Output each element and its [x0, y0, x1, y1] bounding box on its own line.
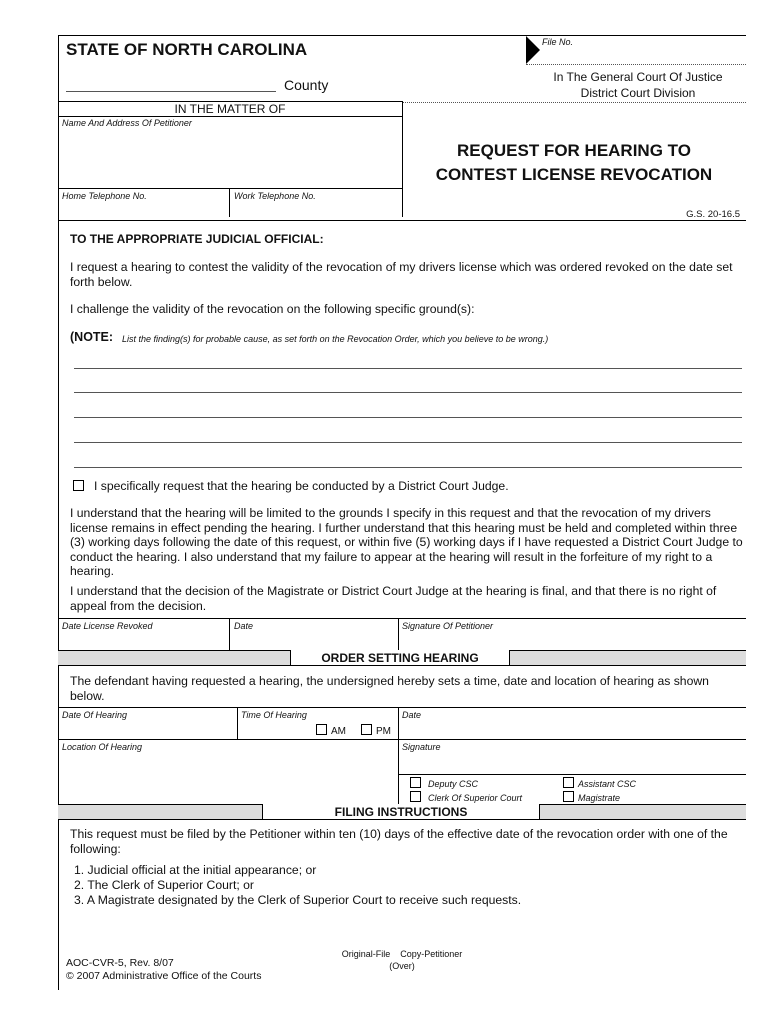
clerk-superior-checkbox[interactable] [410, 791, 421, 802]
hearing-row-divider-1 [237, 707, 238, 739]
ground-line-1[interactable] [74, 368, 742, 369]
filing-item-3: 3. A Magistrate designated by the Clerk of Superior Court to receive such requests. [74, 893, 522, 907]
file-no-line [526, 64, 746, 65]
order-text: The defendant having requested a hearing, the undersigned hereby sets a time, date and location of hearing as shown below. [70, 674, 709, 703]
petitioner-signature-label: Signature Of Petitioner [402, 621, 494, 631]
district-judge-checkbox-label: I specifically request that the hearing be conducted by a District Court Judge. [94, 479, 509, 493]
top-border [58, 35, 746, 36]
hearing-row-top [58, 707, 746, 708]
petition-date-label: Date [234, 621, 254, 631]
request-paragraph: I request a hearing to contest the validity of the revocation of my drivers license which was ordered revoked on the date set forth below. [70, 260, 733, 289]
signature-row-divider-2 [398, 618, 399, 650]
form-title-line2: CONTEST LICENSE REVOCATION [435, 165, 713, 184]
court-line2: District Court Division [580, 86, 696, 100]
copy-distribution: Original-File Copy-Petitioner [341, 949, 463, 959]
signature-row-divider-1 [229, 618, 230, 650]
phone-top-line [58, 188, 402, 189]
petition-date-field[interactable] [231, 633, 396, 648]
left-border [58, 35, 59, 990]
ground-line-3[interactable] [74, 417, 742, 418]
time-of-hearing-label: Time Of Hearing [241, 710, 307, 720]
form-title-line1: REQUEST FOR HEARING TO [457, 141, 691, 160]
over-note: (Over) [389, 961, 415, 971]
signature-row-top [58, 618, 746, 619]
state-title: STATE OF NORTH CAROLINA [66, 40, 308, 59]
assistant-csc-label: Assistant CSC [578, 779, 637, 789]
official-title-top [398, 774, 746, 775]
name-address-label: Name And Address Of Petitioner [62, 118, 192, 128]
home-phone-label: Home Telephone No. [62, 191, 147, 201]
court-bottom-line [402, 102, 746, 103]
filing-heading-bottom [58, 819, 746, 820]
date-of-hearing-label: Date Of Hearing [62, 710, 128, 720]
matter-bottom-line [58, 116, 402, 117]
order-signature-label: Signature [402, 742, 441, 752]
county-input-line[interactable] [66, 91, 276, 92]
magistrate-label: Magistrate [578, 793, 621, 803]
salutation: TO THE APPROPRIATE JUDICIAL OFFICIAL: [70, 232, 324, 246]
ground-line-5[interactable] [74, 467, 742, 468]
filing-text: This request must be filed by the Petitioner within ten (10) days of the effective date of the revocation order with one of the following: [70, 827, 728, 856]
form-number: AOC-CVR-5, Rev. 8/07 [66, 957, 174, 969]
copyright: © 2007 Administrative Office of the Courts [66, 970, 262, 982]
work-phone-field[interactable] [231, 202, 399, 216]
note-text: List the finding(s) for probable cause, as set forth on the Revocation Order, which you believe to be wrong.) [122, 334, 549, 344]
file-no-label: File No. [542, 37, 574, 47]
filing-heading: FILING INSTRUCTIONS [334, 805, 468, 819]
location-row-top [58, 739, 746, 740]
order-signature-field[interactable] [400, 754, 744, 772]
understanding-paragraph: I understand that the hearing will be limited to the grounds I specify in this request and that the revocation of my drivers license remains in effect pending the hearing. I further understand that this hearing must be held and completed within three (3) working days following the date of this request, or within five (5) working days if I have requested a District Court Judge to conduct the hearing. I also understand that my failure to appear at the hearing will result in the forfeiture of my right to a hearing. [70, 506, 743, 579]
name-address-field[interactable] [60, 130, 400, 186]
assistant-csc-checkbox[interactable] [563, 777, 574, 788]
date-revoked-field[interactable] [60, 633, 226, 648]
clerk-superior-label: Clerk Of Superior Court [428, 793, 523, 803]
filing-item-1: 1. Judicial official at the initial appearance; or [74, 863, 317, 877]
location-of-hearing-field[interactable] [60, 754, 396, 802]
county-label: County [284, 77, 329, 93]
decision-paragraph: I understand that the decision of the Magistrate or District Court Judge at the hearing is final, and that there is no right of appeal from the decision. [70, 584, 717, 613]
order-heading-bottom [58, 665, 746, 666]
date-of-hearing-field[interactable] [60, 722, 235, 737]
ground-line-4[interactable] [74, 442, 742, 443]
am-checkbox[interactable] [316, 724, 327, 735]
court-line1: In The General Court Of Justice [553, 70, 723, 84]
am-label: AM [331, 726, 346, 737]
deputy-csc-label: Deputy CSC [428, 779, 479, 789]
work-phone-label: Work Telephone No. [234, 191, 316, 201]
phone-divider [229, 188, 230, 217]
magistrate-checkbox[interactable] [563, 791, 574, 802]
date-revoked-label: Date License Revoked [62, 621, 153, 631]
petitioner-signature-field[interactable] [400, 633, 744, 648]
location-of-hearing-label: Location Of Hearing [62, 742, 143, 752]
order-heading: ORDER SETTING HEARING [321, 651, 479, 665]
ground-line-2[interactable] [74, 392, 742, 393]
file-no-marker-icon [526, 36, 540, 64]
challenge-paragraph: I challenge the validity of the revocation on the following specific ground(s): [70, 302, 475, 316]
district-judge-checkbox[interactable] [73, 480, 84, 491]
pm-label: PM [376, 726, 391, 737]
home-phone-field[interactable] [60, 202, 226, 216]
order-date-label: Date [402, 710, 422, 720]
filing-item-2: 2. The Clerk of Superior Court; or [74, 878, 254, 892]
deputy-csc-checkbox[interactable] [410, 777, 421, 788]
in-the-matter-label: IN THE MATTER OF [174, 102, 286, 116]
header-bottom-line [58, 220, 746, 221]
statute-reference: G.S. 20-16.5 [686, 209, 740, 220]
hearing-row-divider-2 [398, 707, 399, 804]
order-date-field[interactable] [400, 722, 744, 737]
pm-checkbox[interactable] [361, 724, 372, 735]
note-label: (NOTE: [70, 330, 114, 344]
